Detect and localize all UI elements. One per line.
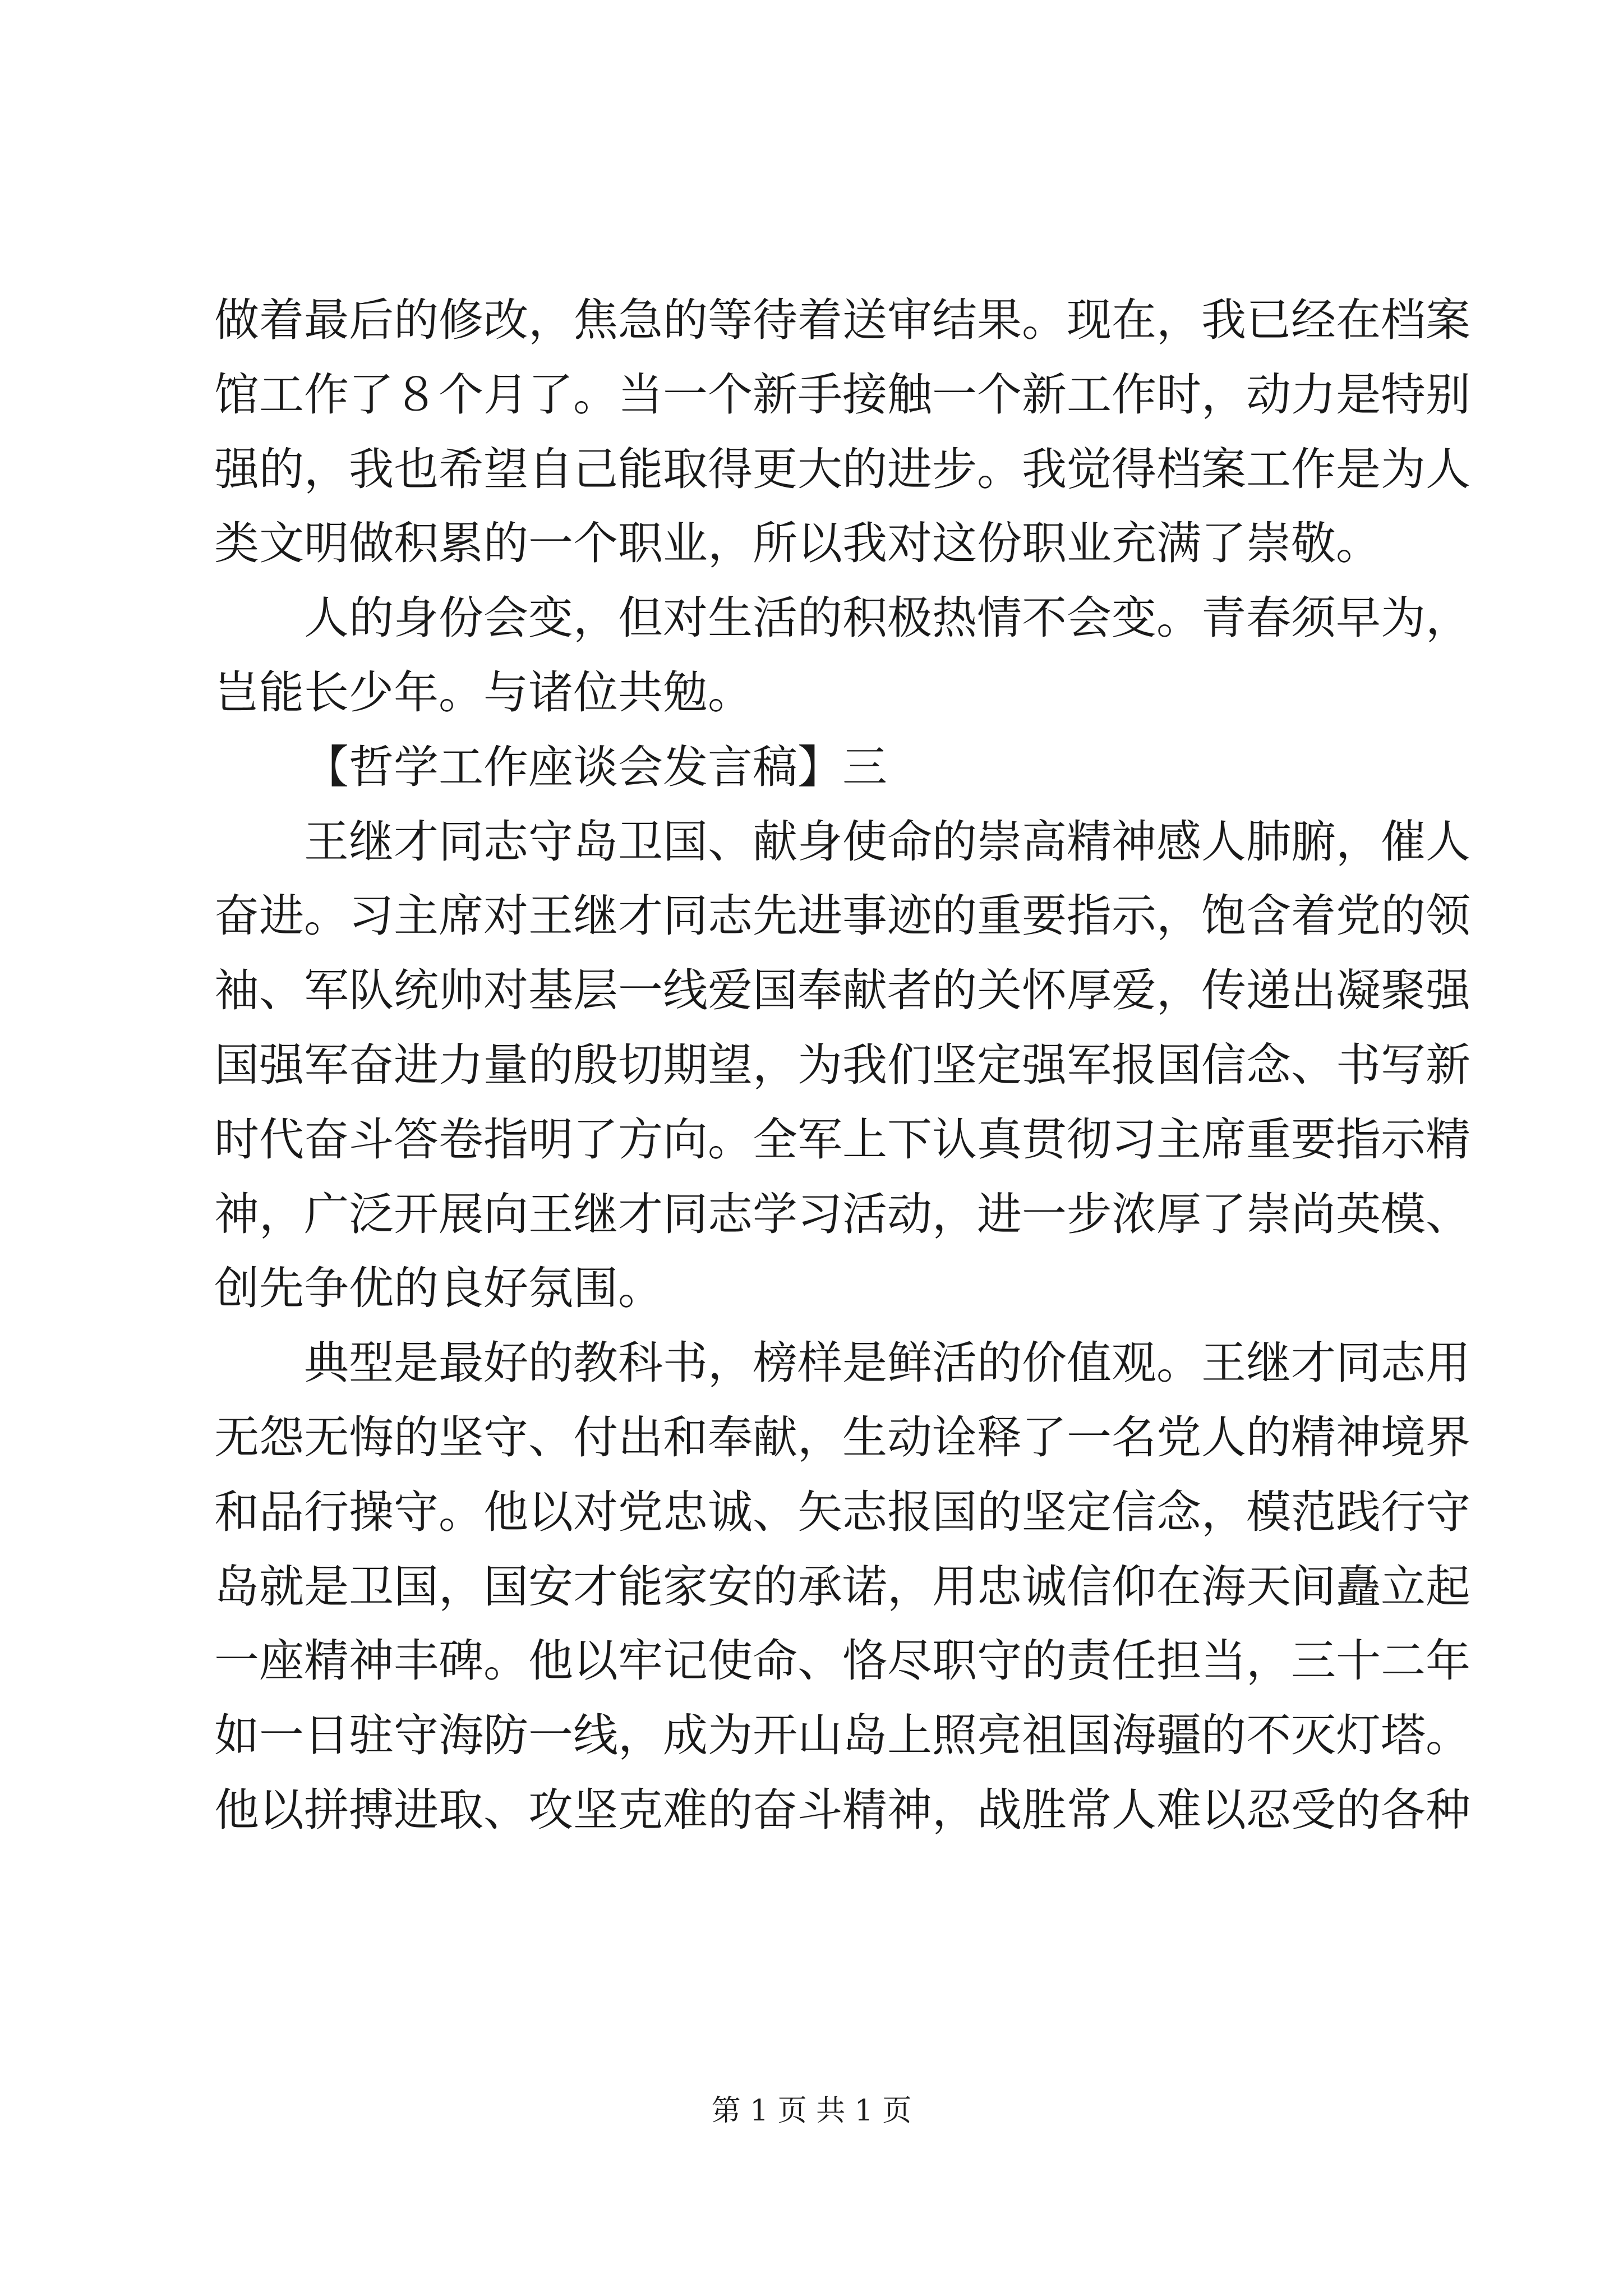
text-line: 王继才同志守岛卫国、献身使命的崇高精神感人肺腑，催人 (304, 815, 1470, 868)
text-line: 馆工作了８个月了。当一个新手接触一个新工作时，动力是特别 (214, 368, 1470, 421)
text-line: 他以拼搏进取、攻坚克难的奋斗精神，战胜常人难以忍受的各种 (214, 1783, 1470, 1836)
text-line: 类文明做积累的一个职业，所以我对这份职业充满了崇敬。 (214, 517, 1381, 570)
text-line: 如一日驻守海防一线，成为开山岛上照亮祖国海疆的不灭灯塔。 (214, 1709, 1470, 1762)
text-line: 典型是最好的教科书，榜样是鲜活的价值观。王继才同志用 (304, 1337, 1470, 1389)
document-body (214, 283, 1470, 1848)
text-line: 做着最后的修改，焦急的等待着送审结果。现在，我已经在档案 (214, 294, 1470, 346)
text-line: 神，广泛开展向王继才同志学习活动，进一步浓厚了崇尚英模、 (214, 1188, 1470, 1240)
text-line: 无怨无悔的坚守、付出和奉献，生动诠释了一名党人的精神境界 (214, 1411, 1470, 1464)
text-line: 奋进。习主席对王继才同志先进事迹的重要指示，饱含着党的领 (214, 890, 1470, 942)
text-line: 和品行操守。他以对党忠诚、矢志报国的坚定信念，模范践行守 (214, 1485, 1470, 1538)
text-line: 岛就是卫国，国安才能家安的承诺，用忠诚信仰在海天间矗立起 (214, 1560, 1470, 1613)
text-line: 强的，我也希望自己能取得更大的进步。我觉得档案工作是为人 (214, 443, 1470, 495)
text-line: 创先争优的良好氛围。 (214, 1262, 663, 1315)
text-line: 人的身份会变，但对生活的积极热情不会变。青春须早为， (304, 592, 1470, 645)
text-line: 岂能长少年。与诸位共勉。 (214, 666, 753, 719)
page-number-footer: 第 1 页 共 1 页 (711, 2094, 912, 2128)
text-line: 时代奋斗答卷指明了方向。全军上下认真贯彻习主席重要指示精 (214, 1113, 1470, 1166)
text-line: 袖、军队统帅对基层一线爱国奉献者的关怀厚爱，传递出凝聚强 (214, 964, 1470, 1017)
section-heading: 【哲学工作座谈会发言稿】三 (304, 740, 887, 793)
text-line: 国强军奋进力量的殷切期望，为我们坚定强军报国信念、书写新 (214, 1038, 1470, 1091)
text-line: 一座精神丰碑。他以牢记使命、恪尽职守的责任担当，三十二年 (214, 1635, 1470, 1687)
